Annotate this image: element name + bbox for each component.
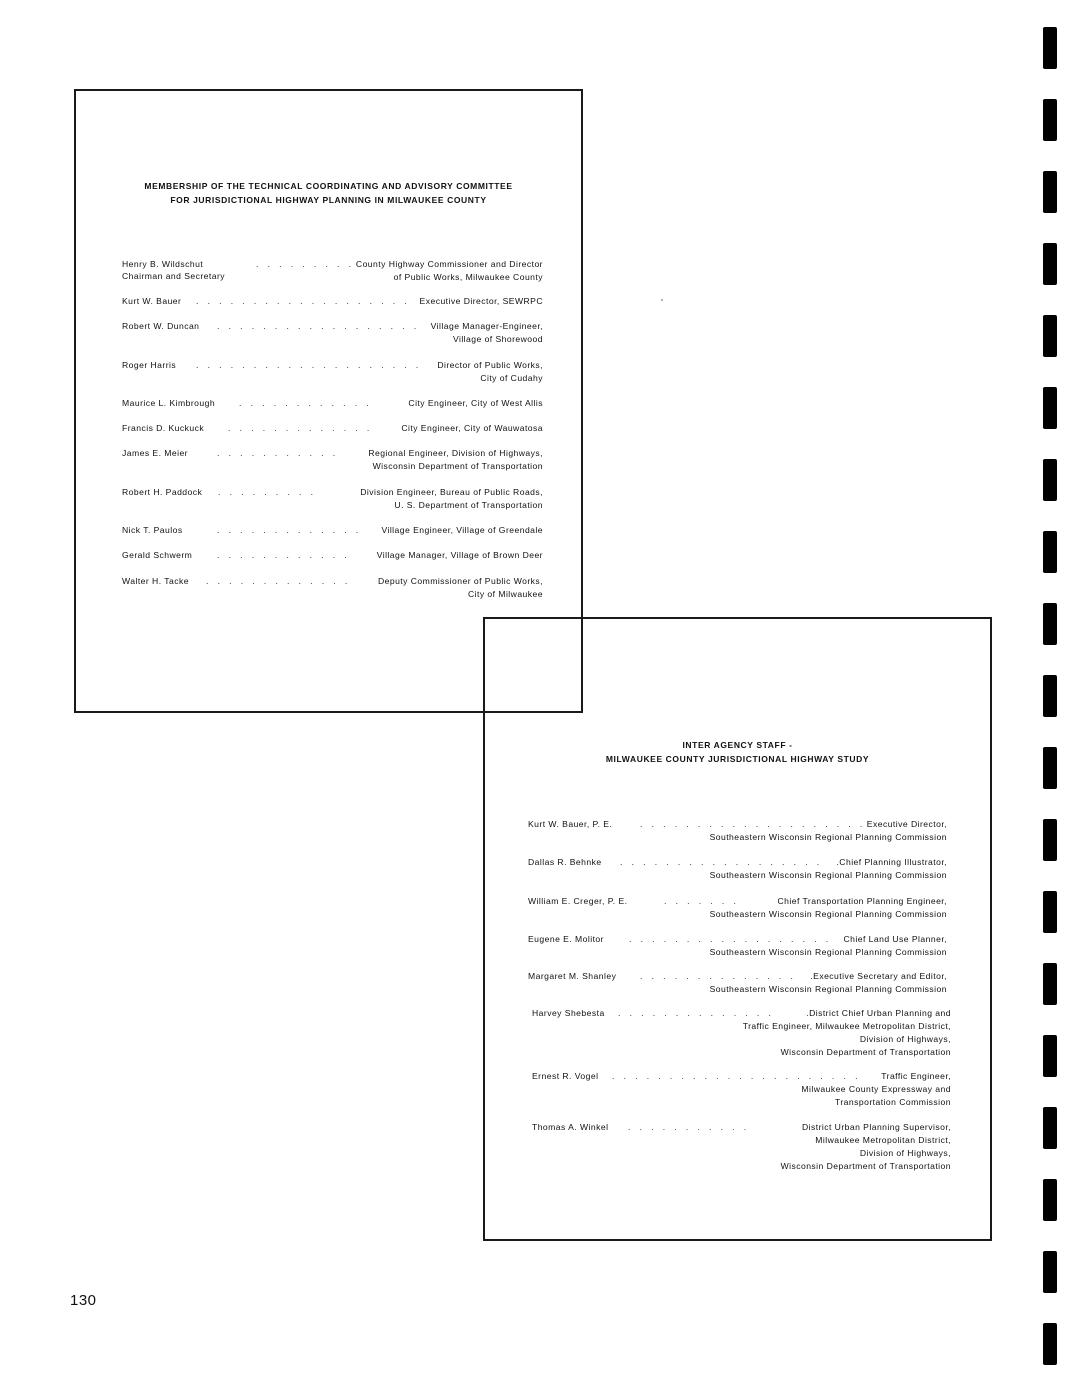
member-role: .Chief Planning Illustrator, Southeastern Wisconsin Regional Planning Commission [709, 857, 947, 880]
binding-hole [1043, 315, 1057, 357]
member-role: Division Engineer, Bureau of Public Roads, U. S. Department of Transportation [360, 487, 543, 510]
committee-member [122, 575, 543, 603]
binding-hole [1043, 1323, 1057, 1365]
member-name: Maurice L. Kimbrough [122, 398, 216, 408]
member-name: Margaret M. Shanley [528, 971, 617, 981]
binding-hole [1043, 819, 1057, 861]
scan-speck [661, 299, 663, 301]
member-role: County Highway Commissioner and Director of Public Works, Milwaukee County [355, 259, 543, 282]
binding-hole [1043, 1035, 1057, 1077]
member-name: Nick T. Paulos [122, 525, 183, 535]
staff-heading [485, 738, 990, 766]
staff-member [532, 1121, 951, 1177]
leader-dots: . . . . . . . . . . . [217, 448, 339, 458]
member-name: Roger Harris [122, 360, 177, 370]
leader-dots: . . . . . . . . . . . . . [206, 576, 351, 586]
binding-hole [1043, 243, 1057, 285]
member-role: Regional Engineer, Division of Highways, Wisconsin Department of Transportation [368, 448, 543, 471]
member-name: Robert H. Paddock [122, 487, 203, 497]
member-name: Dallas R. Behnke [528, 857, 602, 867]
binding-hole [1043, 531, 1057, 573]
binding-hole [1043, 99, 1057, 141]
committee-member [122, 549, 543, 577]
binding-hole [1043, 171, 1057, 213]
binding-hole [1043, 387, 1057, 429]
member-role: City Engineer, City of West Allis [408, 398, 543, 408]
member-name: William E. Creger, P. E. [528, 896, 628, 906]
member-role: Village Manager, Village of Brown Deer [376, 550, 543, 560]
leader-dots: . . . . . . . . . . . . . . [640, 971, 797, 981]
binding-hole [1043, 27, 1057, 69]
leader-dots: . . . . . . . . . . . . . . . . . . [629, 934, 832, 944]
committee-member [122, 295, 543, 323]
committee-title-line-1: MEMBERSHIP OF THE TECHNICAL COORDINATING AND ADVISORY COMMITTEE [144, 181, 513, 191]
member-role: Director of Public Works, City of Cudahy [437, 360, 543, 383]
leader-dots: . . . . . . . . . . . . . . . . . . . . [640, 819, 866, 829]
committee-member [122, 258, 543, 286]
leader-dots: . . . . . . . . . . . . [217, 550, 351, 560]
staff-member [532, 1070, 951, 1112]
binding-hole [1043, 603, 1057, 645]
member-role: Chief Land Use Planner, Southeastern Wisconsin Regional Planning Commission [709, 934, 947, 957]
committee-member [122, 397, 543, 425]
member-name: Walter H. Tacke [122, 576, 189, 586]
binding-hole [1043, 891, 1057, 933]
member-name: James E. Meier [122, 448, 188, 458]
binding-hole [1043, 1251, 1057, 1293]
member-role: Traffic Engineer, Milwaukee County Expressway and Transportation Commission [801, 1071, 951, 1107]
leader-dots: . . . . . . . . . [256, 259, 355, 269]
member-name: Harvey Shebesta [532, 1008, 605, 1018]
binding-hole [1043, 459, 1057, 501]
member-name: Eugene E. Molitor [528, 934, 604, 944]
leader-dots: . . . . . . . . . . . . . . . . . . [217, 321, 420, 331]
member-role: Village Manager-Engineer, Village of Shorewood [430, 321, 543, 344]
binding-hole [1043, 747, 1057, 789]
leader-dots: . . . . . . . . . . . . . . . . . . . . . . [612, 1071, 861, 1081]
member-name: Gerald Schwerm [122, 550, 193, 560]
leader-dots: . . . . . . . . . . . . [239, 398, 373, 408]
member-name: Kurt W. Bauer [122, 296, 182, 306]
committee-member [122, 524, 543, 552]
leader-dots: . . . . . . . . . . . . . [217, 525, 362, 535]
leader-dots: . . . . . . . . . . . [628, 1122, 750, 1132]
binding-hole [1043, 963, 1057, 1005]
committee-member [122, 486, 543, 514]
staff-member [528, 895, 947, 923]
committee-member [122, 320, 543, 348]
member-role: .District Chief Urban Planning and Traffic Engineer, Milwaukee Metropolitan District, Division of Highways, Wisconsin Department of Transportation [742, 1008, 951, 1057]
member-role: District Urban Planning Supervisor, Milwaukee Metropolitan District, Division of Highways, Wisconsin Department of Transportation [780, 1122, 951, 1171]
member-role: Village Engineer, Village of Greendale [381, 525, 543, 535]
binding-hole [1043, 1179, 1057, 1221]
member-name: Ernest R. Vogel [532, 1071, 599, 1081]
committee-member [122, 447, 543, 475]
staff-title-line-1: INTER AGENCY STAFF - [682, 740, 793, 750]
member-name: Robert W. Duncan [122, 321, 200, 331]
member-role: Executive Director, SEWRPC [419, 296, 543, 306]
member-subtitle: Chairman and Secretary [122, 271, 226, 281]
committee-member [122, 422, 543, 450]
leader-dots: . . . . . . . [664, 896, 740, 906]
leader-dots: . . . . . . . . . . . . . . . . . . [620, 857, 823, 867]
staff-member [532, 1007, 951, 1063]
member-name: Henry B. Wildschut [122, 259, 204, 269]
staff-member [528, 856, 947, 884]
leader-dots: . . . . . . . . . . . . . . . . . . . [196, 296, 411, 306]
staff-member [528, 970, 947, 998]
member-role: Executive Director, Southeastern Wisconsin Regional Planning Commission [709, 819, 947, 842]
committee-title-line-2: FOR JURISDICTIONAL HIGHWAY PLANNING IN MILWAUKEE COUNTY [170, 195, 487, 205]
member-name: Francis D. Kuckuck [122, 423, 205, 433]
member-role: Chief Transportation Planning Engineer, Southeastern Wisconsin Regional Planning Commission [709, 896, 947, 919]
staff-panel [483, 617, 992, 1241]
binding-hole [1043, 1107, 1057, 1149]
member-name: Thomas A. Winkel [532, 1122, 609, 1132]
leader-dots: . . . . . . . . . [218, 487, 317, 497]
member-role: Deputy Commissioner of Public Works, City of Milwaukee [377, 576, 543, 599]
leader-dots: . . . . . . . . . . . . . . . . . . . . [196, 360, 422, 370]
member-name: Kurt W. Bauer, P. E. [528, 819, 613, 829]
committee-heading [76, 179, 581, 207]
staff-title-line-2: MILWAUKEE COUNTY JURISDICTIONAL HIGHWAY STUDY [605, 754, 870, 764]
committee-member [122, 359, 543, 387]
staff-member [528, 818, 947, 846]
member-role: City Engineer, City of Wauwatosa [401, 423, 543, 433]
leader-dots: . . . . . . . . . . . . . . [618, 1008, 775, 1018]
leader-dots: . . . . . . . . . . . . . [228, 423, 373, 433]
staff-member [528, 933, 947, 961]
binding-hole [1043, 675, 1057, 717]
member-role: .Executive Secretary and Editor, Southeastern Wisconsin Regional Planning Commission [709, 971, 947, 994]
page-number: 130 [70, 1292, 97, 1309]
